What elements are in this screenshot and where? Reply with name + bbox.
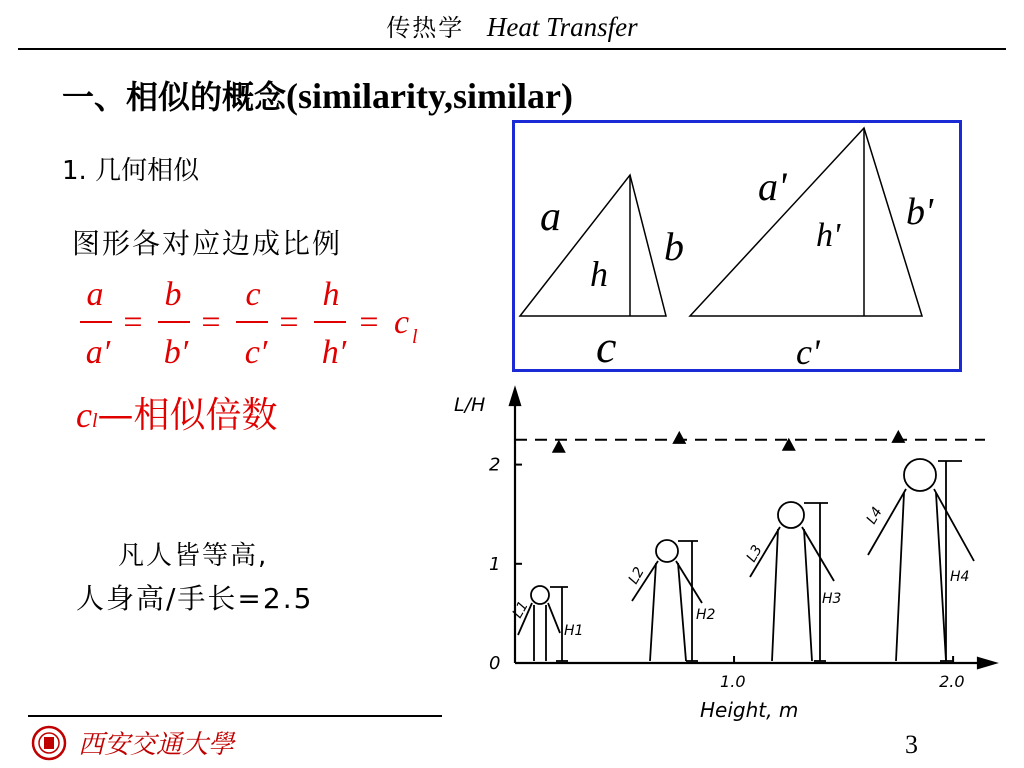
formula-num-b: b bbox=[164, 276, 182, 313]
formula-eq-4: = bbox=[359, 304, 379, 341]
figure-3-l-label: L3 bbox=[743, 542, 766, 565]
formula-den-c: c′ bbox=[244, 334, 268, 371]
figure-4-h-label: H4 bbox=[950, 569, 970, 585]
x-tick-label: 1.0 bbox=[720, 672, 746, 691]
note-line-1: 凡人皆等高, bbox=[118, 541, 269, 571]
figure-3 bbox=[750, 502, 834, 661]
section-title-cn: 一、相似的概念 bbox=[62, 78, 287, 116]
large-label-h: h' bbox=[816, 217, 841, 254]
figure-4 bbox=[868, 459, 974, 661]
figure-2 bbox=[632, 540, 702, 661]
x-axis-arrow bbox=[978, 658, 995, 668]
data-point-marker bbox=[891, 430, 905, 443]
subsection-number: 1. bbox=[62, 156, 87, 186]
y-tick-label: 0 bbox=[489, 653, 501, 674]
x-axis-label: Height, m bbox=[700, 698, 799, 722]
small-label-b: b bbox=[664, 224, 684, 269]
header-title-cn: 传热学 bbox=[386, 14, 465, 42]
height-ratio-chart bbox=[450, 385, 1010, 725]
footer-divider bbox=[28, 715, 442, 717]
y-axis-arrow bbox=[510, 389, 520, 405]
figure-2-l-label: L2 bbox=[625, 564, 648, 587]
large-label-a: a' bbox=[758, 164, 787, 209]
figure-1 bbox=[518, 586, 568, 661]
large-triangle bbox=[690, 128, 922, 316]
marker-layer bbox=[552, 430, 906, 453]
ratio-symbol-sub: l bbox=[91, 410, 98, 432]
page-number: 3 bbox=[905, 730, 918, 759]
y-tick-label: 2 bbox=[489, 454, 501, 476]
small-label-c: c bbox=[596, 321, 617, 372]
note-line-2: 人身高/手长=2.5 bbox=[76, 582, 314, 615]
statement-text: 图形各对应边成比例 bbox=[72, 227, 343, 260]
formula-num-c: c bbox=[245, 276, 261, 313]
formula-num-h: h bbox=[322, 276, 340, 313]
ratio-text: —相似倍数 bbox=[97, 395, 278, 436]
university-name: 西安交通大學 bbox=[78, 730, 235, 760]
small-label-a: a bbox=[540, 194, 561, 240]
data-point-marker bbox=[552, 440, 566, 453]
formula-den-b: b′ bbox=[163, 334, 189, 371]
large-label-b: b' bbox=[906, 191, 934, 233]
figure-2-h-label: H2 bbox=[696, 607, 716, 623]
subsection-heading bbox=[62, 150, 199, 187]
figure-3-h-label: H3 bbox=[822, 591, 842, 607]
figure-1-l-label: L1 bbox=[509, 598, 532, 621]
data-point-marker bbox=[672, 431, 686, 444]
tick-layer bbox=[489, 455, 965, 691]
header-title-en: Heat Transfer bbox=[486, 12, 638, 42]
large-label-c: c' bbox=[796, 332, 820, 372]
small-label-h: h bbox=[590, 254, 608, 294]
similar-triangles-figure bbox=[512, 120, 962, 372]
human-figures bbox=[518, 459, 974, 661]
subsection-title: 几何相似 bbox=[95, 156, 200, 186]
ratio-label bbox=[76, 387, 278, 438]
formula-eq-3: = bbox=[279, 304, 299, 341]
formula-eq-2: = bbox=[201, 304, 221, 341]
formula-eq-1: = bbox=[123, 304, 143, 341]
header-title bbox=[0, 8, 1024, 43]
ratio-symbol: c bbox=[76, 395, 92, 435]
header-divider bbox=[18, 48, 1006, 50]
x-tick-label: 2.0 bbox=[939, 672, 965, 691]
formula-num-a: a bbox=[86, 276, 104, 313]
formula-den-h: h′ bbox=[321, 334, 347, 371]
section-title-en: (similarity,similar) bbox=[286, 76, 573, 116]
figure-1-h-label: H1 bbox=[564, 623, 584, 639]
section-title bbox=[62, 72, 573, 118]
formula-den-a: a′ bbox=[85, 334, 111, 371]
similarity-formula bbox=[60, 275, 460, 385]
y-axis-label: L/H bbox=[454, 394, 486, 416]
university-logo bbox=[30, 723, 260, 763]
figure-4-l-label: L4 bbox=[863, 504, 886, 527]
formula-result-sub: l bbox=[412, 326, 418, 348]
y-tick-label: 1 bbox=[489, 553, 501, 575]
formula-result: c bbox=[394, 304, 410, 341]
